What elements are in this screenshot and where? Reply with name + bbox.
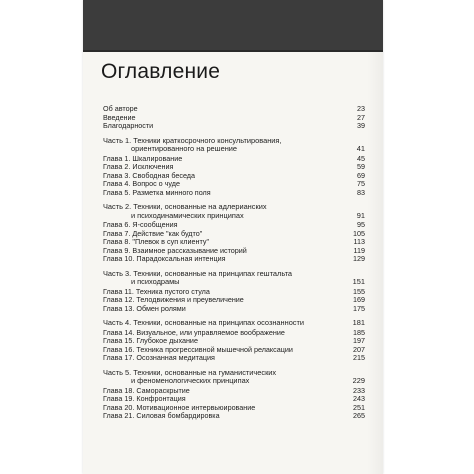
page-title: Оглавление: [101, 60, 221, 83]
part-heading-text: Часть 3. Техники, основанные на принципах гештальта: [103, 268, 293, 278]
chapter-list: [103, 155, 365, 198]
chapter-list: [103, 288, 365, 314]
toc-entry-label: Глава 9. Взаимное рассказывание историй: [103, 245, 247, 255]
toc-entry-label: Глава 21. Силовая бомбардировка: [103, 411, 220, 420]
toc-entry-label: Глава 18. Самораскрытие: [103, 385, 190, 395]
toc-page-number: 233: [353, 385, 365, 395]
toc-entry-label: Благодарности: [103, 121, 154, 130]
chapter-entry: [103, 189, 365, 198]
part-heading-text: и психодинамических принципах: [131, 210, 244, 220]
toc-entry-label: Глава 17. Осознанная медитация: [103, 353, 215, 362]
chapter-entry: [103, 354, 365, 363]
toc-entry-label: Глава 7. Действие "как будто": [103, 228, 203, 238]
part-heading-text: Часть 2. Техники, основанные на адлерианских: [103, 202, 267, 211]
toc-page-number: 175: [353, 303, 365, 313]
toc-page-number: 155: [353, 286, 365, 296]
part-heading-text: и феноменологических принципах: [131, 376, 250, 385]
toc-page-number: 151: [352, 277, 365, 286]
chapter-list: [103, 387, 365, 421]
book-page: [83, 0, 383, 474]
toc-entry-label: Глава 20. Мотивационное интервьюирование: [103, 402, 256, 412]
page-shadow: [367, 52, 383, 474]
front-matter-list: [103, 105, 365, 131]
toc-part: [103, 137, 365, 198]
chapter-list: [103, 329, 365, 363]
toc-entry-label: Глава 5. Разметка минного поля: [103, 187, 211, 197]
toc-page-number: 215: [353, 353, 365, 362]
toc-part: [103, 270, 365, 314]
toc-page-number: 169: [353, 295, 365, 304]
toc-entry-label: Глава 3. Свободная беседа: [103, 170, 195, 180]
toc-page-number: 95: [357, 220, 365, 229]
toc-page-number: 113: [353, 237, 365, 246]
toc-entry-label: Глава 1. Шкалирование: [103, 153, 183, 163]
part-heading-line: [103, 377, 365, 386]
front-matter-entry: [103, 105, 365, 114]
toc-page-number: 75: [357, 179, 365, 188]
toc-entry-label: Глава 12. Телодвижения и преувеличение: [103, 295, 244, 304]
toc-entry-label: Глава 19. Конфронтация: [103, 394, 186, 403]
page-header-band: [83, 0, 383, 52]
toc-entry-label: Об авторе: [103, 104, 138, 113]
toc-entry-label: Глава 11. Техника пустого стула: [103, 286, 210, 296]
chapter-entry: [103, 255, 365, 264]
toc-page-number: 59: [357, 162, 365, 171]
toc-page-number: 243: [353, 394, 365, 403]
toc-entry-label: Глава 13. Обмен ролями: [103, 303, 186, 313]
toc-entry-label: Глава 4. Вопрос о чуде: [103, 179, 180, 188]
part-heading-text: и психодрамы: [131, 277, 180, 286]
toc-page-number: 27: [357, 112, 365, 122]
toc-entry-label: Глава 10. Парадоксальная интенция: [103, 254, 226, 263]
part-heading-line: [103, 319, 365, 328]
toc-page-number: 251: [353, 402, 365, 412]
toc-page-number: 207: [353, 344, 365, 354]
toc-entry-label: Глава 6. Я-сообщения: [103, 220, 178, 229]
toc-entry-label: Глава 8. "Плевок в суп клиенту": [103, 237, 209, 246]
toc-page-number: 23: [357, 104, 365, 113]
toc-page-number: 83: [357, 187, 365, 197]
chapter-entry: [103, 305, 365, 314]
toc-part: [103, 319, 365, 363]
part-heading-line: [103, 278, 365, 287]
toc-entry-label: Глава 2. Исключения: [103, 162, 174, 171]
part-heading-line: [103, 212, 365, 221]
toc-page-number: 105: [353, 228, 365, 238]
toc-entry-label: Глава 15. Глубокое дыхание: [103, 336, 198, 345]
part-heading-text: Часть 4. Техники, основанные на принципах осознанности: [103, 318, 305, 327]
toc-part: [103, 369, 365, 421]
toc-entry-label: Введение: [103, 112, 136, 122]
toc-entry-label: Глава 14. Визуальное, или управляемое воображение: [103, 327, 285, 337]
toc-page-number: 181: [352, 318, 365, 327]
part-heading-text: ориентированного на решение: [131, 144, 238, 153]
chapter-entry: [103, 412, 365, 421]
toc-page-number: 119: [353, 245, 365, 255]
toc-page-number: 229: [352, 376, 365, 385]
toc-page-number: 265: [353, 411, 365, 420]
toc-page-number: 185: [353, 327, 365, 337]
front-matter-entry: [103, 122, 365, 131]
toc-page-number: 41: [356, 144, 365, 153]
toc-page-number: 197: [353, 336, 365, 345]
toc-page-number: 39: [357, 121, 365, 130]
toc-page-number: 69: [357, 170, 365, 180]
part-heading-text: Часть 1. Техники краткосрочного консультирования,: [103, 135, 282, 145]
toc-page-number: 91: [356, 210, 365, 220]
toc-entry-label: Глава 16. Техника прогрессивной мышечной релаксации: [103, 344, 293, 354]
table-of-contents: [103, 105, 365, 421]
toc-part: [103, 203, 365, 264]
part-heading-text: Часть 5. Техники, основанные на гуманистических: [103, 367, 277, 377]
toc-page-number: 129: [353, 254, 365, 263]
part-heading-line: [103, 145, 365, 154]
chapter-list: [103, 221, 365, 264]
toc-page-number: 45: [357, 153, 365, 163]
